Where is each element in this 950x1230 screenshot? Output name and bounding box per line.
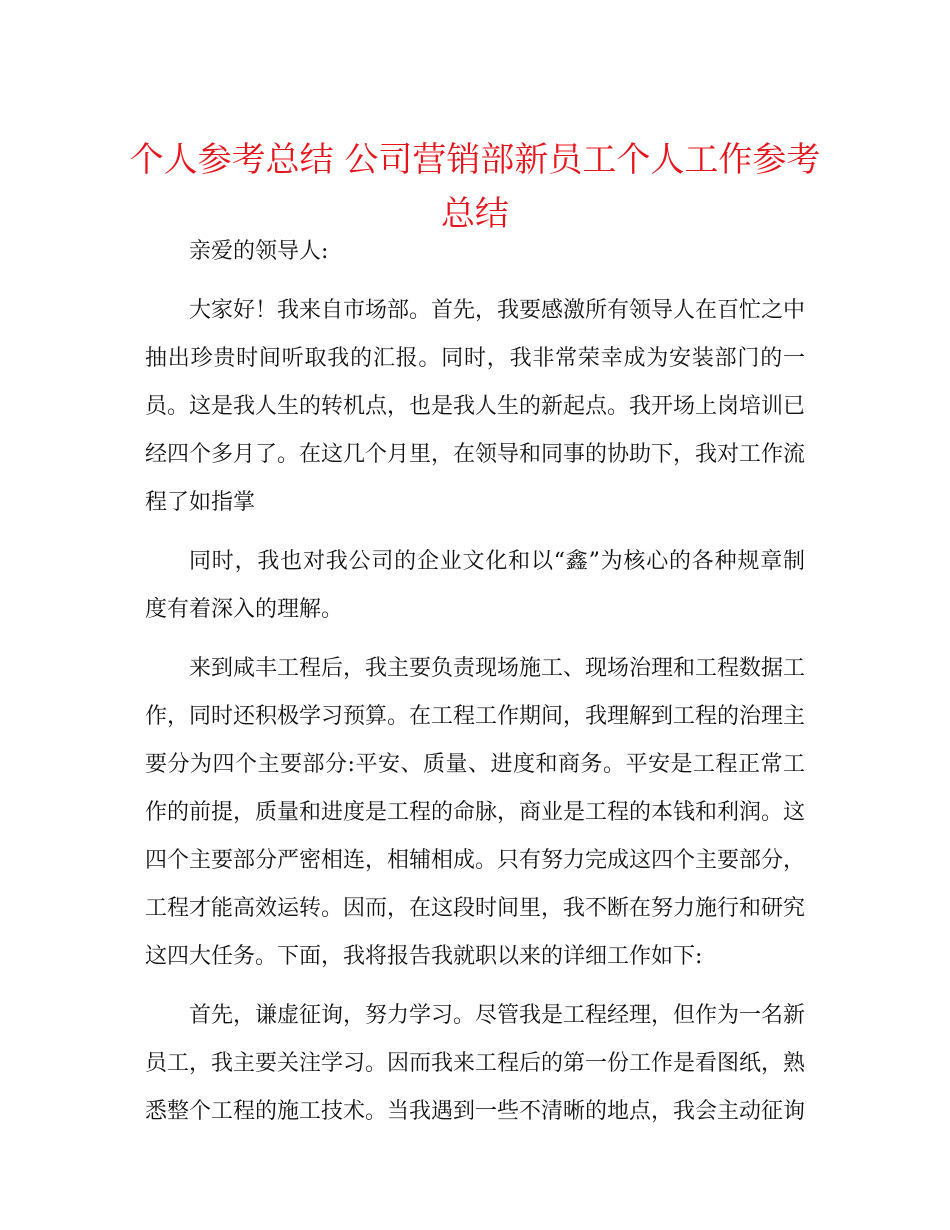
paragraph-responsibilities: 来到咸丰工程后，我主要负责现场施工、现场治理和工程数据工作，同时还积极学习预算。在工程工作期间，我理解到工程的治理主要分为四个主要部分:平安、质量、进度和商务。平安是工程正常工作的前提，质量和进度是工程的命脉，商业是工程的本钱和利润。这四个主要部分严密相连，相辅相成。只有努力完成这四个主要部分，工程才能高效运转。因而，在这段时间里，我不断在努力施行和研究这四大任务。下面，我将报告我就职以来的详细工作如下: [145, 656, 806, 969]
document-body [145, 228, 805, 1147]
paragraph-learning: 首先，谦虚征询，努力学习。尽管我是工程经理，但作为一名新员工，我主要关注学习。因而我来工程后的第一份工作是看图纸，熟悉整个工程的施工技术。当我遇到一些不清晰的地点，我会主动征询 [145, 1003, 806, 1124]
paragraph-salutation: 亲爱的领导人: [189, 239, 329, 264]
document-title: 个人参考总结 公司营销部新员工个人工作参考总结 [129, 140, 821, 234]
paragraph-greeting: 大家好！我来自市场部。首先，我要感激所有领导人在百忙之中抽出珍贵时间听取我的汇报。同时，我非常荣幸成为安装部门的一员。这是我人生的转机点，也是我人生的新起点。我开场上岗培训已经四个多月了。在这几个月里，在领导和同事的协助下，我对工作流程了如指掌 [145, 298, 806, 515]
paragraph-culture: 同时，我也对我公司的企业文化和以“鑫”为核心的各种规章制度有着深入的理解。 [145, 549, 805, 622]
